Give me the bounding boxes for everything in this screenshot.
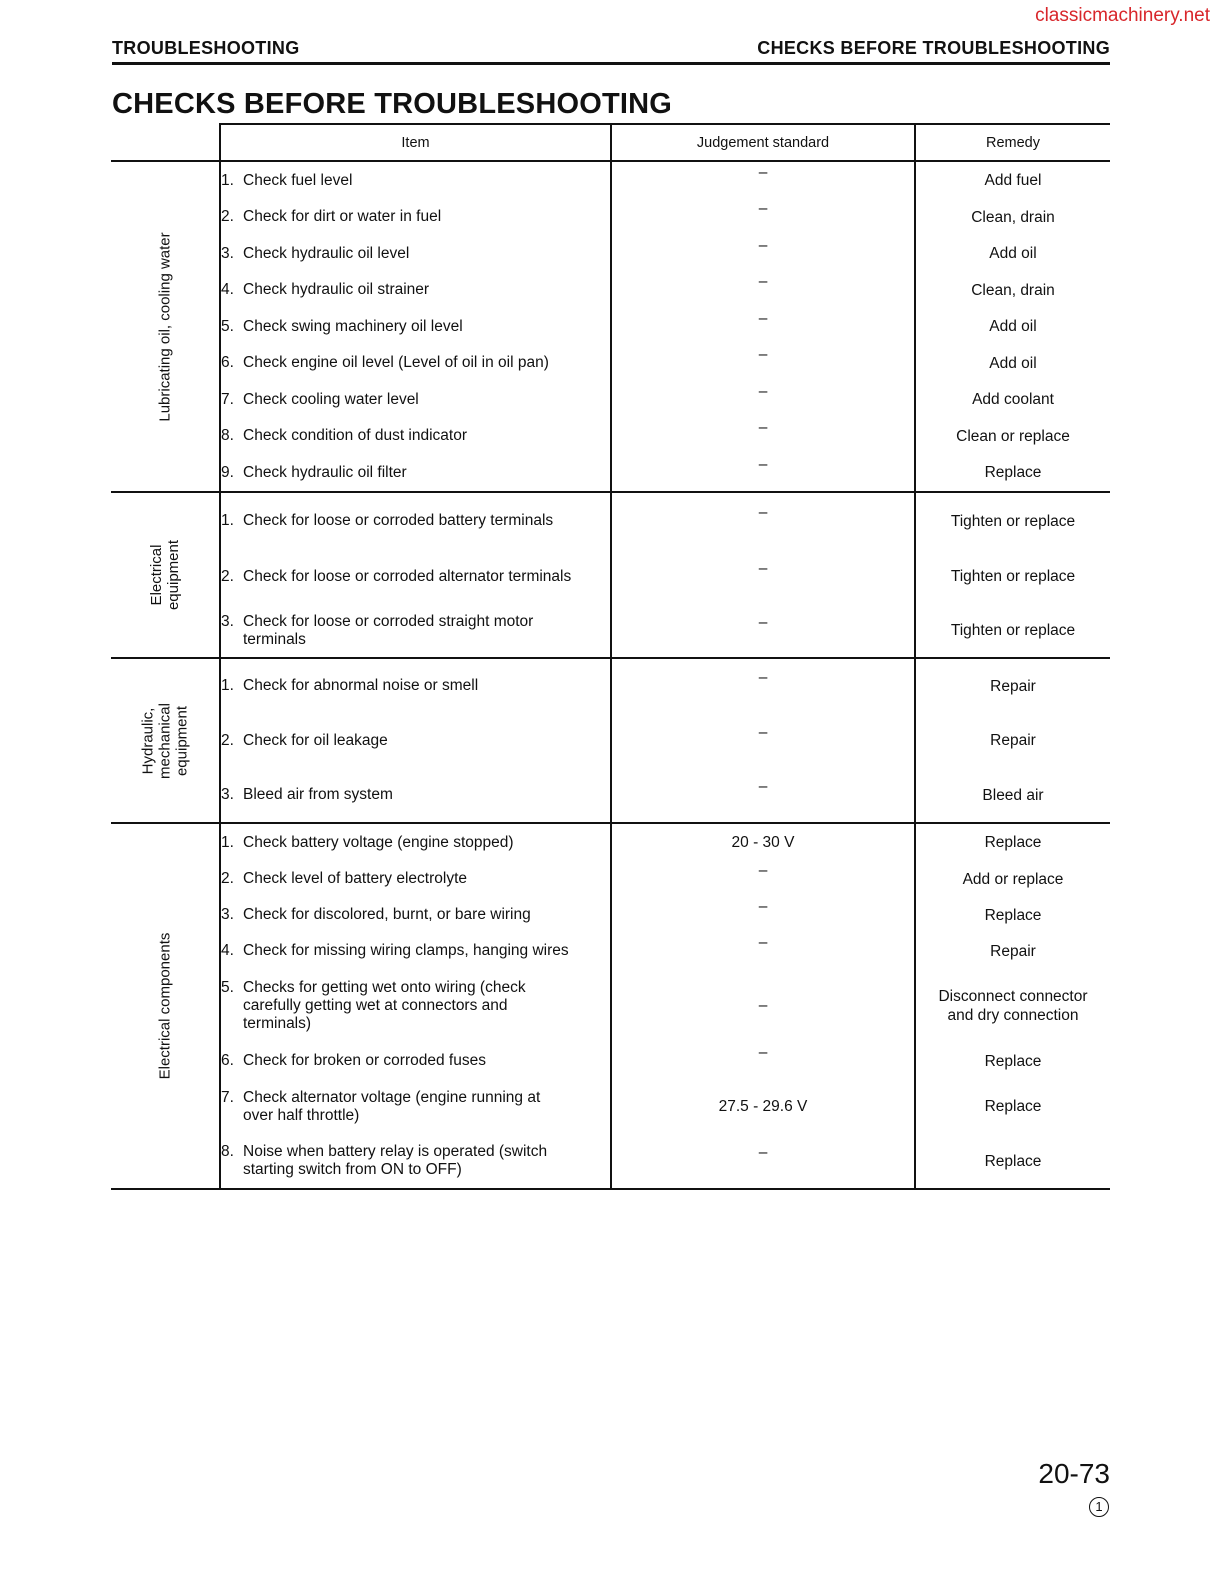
judgement-cell	[611, 604, 915, 658]
item-cell	[220, 235, 611, 272]
judgement-cell	[611, 454, 915, 492]
remedy-cell: Replace	[984, 1098, 1042, 1115]
judgement-value: –	[758, 669, 768, 686]
item-text: Check for abnormal noise or smell	[243, 677, 479, 694]
item-text: Check hydraulic oil filter	[243, 463, 407, 481]
item-number: 7.	[221, 1088, 234, 1106]
category-label: Electrical components	[156, 932, 174, 1080]
item-text: Check hydraulic oil strainer	[243, 281, 430, 298]
judgement-value: –	[758, 559, 768, 577]
table-row	[111, 969, 1110, 1043]
checks-table	[111, 123, 1110, 1190]
category-label-line: Electrical	[148, 544, 165, 606]
judgement-value: –	[758, 455, 768, 473]
item-cell	[220, 161, 611, 199]
category-label	[148, 540, 182, 610]
table-row	[111, 823, 1110, 861]
category-cell	[111, 161, 220, 492]
watermark: classicmachinery.net	[1035, 5, 1210, 26]
table-row	[111, 604, 1110, 658]
item-text: Check swing machinery oil level	[243, 317, 463, 335]
table-row	[111, 492, 1110, 549]
item-cell	[220, 492, 611, 549]
judgement-value: –	[758, 346, 768, 363]
judgement-cell	[611, 492, 915, 549]
remedy-cell: Replace	[984, 834, 1042, 851]
item-text: Check hydraulic oil level	[243, 244, 410, 262]
judgement-cell	[611, 272, 915, 308]
item-number: 1.	[221, 833, 234, 851]
table-row	[111, 933, 1110, 969]
remedy-cell: Bleed air	[915, 768, 1110, 823]
item-text: Check alternator voltage (engine running at over half throttle)	[243, 1088, 541, 1124]
category-cell	[111, 658, 220, 823]
item-cell	[220, 1079, 611, 1134]
item-number: 8.	[221, 1143, 234, 1160]
table-row	[111, 549, 1110, 604]
remedy-cell: Clean, drain	[971, 281, 1055, 299]
header-topic: CHECKS BEFORE TROUBLESHOOTING	[757, 38, 1110, 58]
remedy-cell: Replace	[915, 1134, 1110, 1189]
item-cell	[220, 1043, 611, 1079]
judgement-value: 20 - 30 V	[731, 833, 795, 851]
page-number: 20-73	[1038, 1458, 1110, 1489]
item-cell	[220, 897, 611, 933]
header-section: TROUBLESHOOTING	[112, 38, 300, 58]
judgement-value: –	[758, 419, 768, 436]
item-header: Item	[220, 124, 611, 161]
item-cell	[220, 713, 611, 768]
judgement-value: –	[758, 997, 768, 1014]
item-number: 7.	[221, 390, 234, 408]
item-number: 2.	[221, 731, 234, 749]
table-row	[111, 454, 1110, 492]
item-cell	[220, 823, 611, 861]
item-text: Check for oil leakage	[243, 731, 388, 749]
category-label	[140, 703, 191, 779]
table-row	[111, 235, 1110, 272]
remedy-cell: Tighten or replace	[950, 512, 1076, 530]
item-number: 5.	[221, 979, 234, 996]
item-text: Checks for getting wet onto wiring (check carefully getting wet at connectors and terminals)	[243, 979, 526, 1032]
judgement-cell	[611, 381, 915, 418]
table-row	[111, 658, 1110, 713]
remedy-header: Remedy	[915, 124, 1110, 161]
item-number: 3.	[221, 612, 234, 630]
item-cell	[220, 604, 611, 658]
judgement-value: –	[758, 862, 768, 879]
table-row	[111, 345, 1110, 381]
judgement-cell	[611, 345, 915, 381]
judgement-cell	[611, 549, 915, 604]
item-number: 3.	[221, 244, 234, 262]
item-cell	[220, 933, 611, 969]
remedy-cell: Repair	[990, 732, 1036, 749]
judgement-value: –	[758, 382, 768, 400]
remedy-cell: Add oil	[989, 318, 1037, 335]
table-row	[111, 272, 1110, 308]
table-row	[111, 713, 1110, 768]
item-text: Check battery voltage (engine stopped)	[243, 833, 514, 851]
item-cell	[220, 418, 611, 454]
item-cell	[220, 454, 611, 492]
judgement-cell	[611, 897, 915, 933]
item-number: 3.	[221, 786, 234, 803]
judgement-cell	[611, 1079, 915, 1134]
table-row	[111, 897, 1110, 933]
table-row	[111, 1134, 1110, 1189]
remedy-cell: Repair	[990, 942, 1036, 960]
category-cell	[111, 492, 220, 658]
item-text: Noise when battery relay is operated (switch starting switch from ON to OFF)	[243, 1143, 548, 1178]
item-number: 2.	[221, 870, 234, 887]
table-row	[111, 861, 1110, 897]
judgement-cell	[611, 658, 915, 713]
item-cell	[220, 549, 611, 604]
judgement-value: –	[758, 163, 768, 181]
item-number: 2.	[221, 208, 234, 225]
category-label-line: Hydraulic,	[139, 707, 157, 774]
item-cell	[220, 272, 611, 308]
table-row	[111, 308, 1110, 345]
item-number: 6.	[221, 1052, 234, 1069]
item-text: Check cooling water level	[243, 390, 419, 408]
category-header	[111, 124, 220, 161]
item-number: 8.	[221, 427, 234, 444]
item-text: Check for missing wiring clamps, hanging wires	[243, 942, 569, 959]
judgement-value: –	[758, 613, 768, 631]
remedy-cell	[915, 969, 1110, 1043]
item-cell	[220, 381, 611, 418]
judgement-header: Judgement standard	[611, 124, 915, 161]
judgement-cell	[611, 713, 915, 768]
item-cell	[220, 345, 611, 381]
item-number: 9.	[221, 463, 234, 481]
item-cell	[220, 1134, 611, 1189]
running-header	[112, 38, 1110, 65]
judgement-value: –	[758, 934, 768, 951]
item-cell	[220, 969, 611, 1043]
category-label: Lubricating oil, cooling water	[156, 231, 174, 422]
item-cell	[220, 308, 611, 345]
item-text: Bleed air from system	[243, 786, 393, 803]
remedy-cell: Replace	[915, 454, 1110, 492]
table-header-row	[111, 124, 1110, 161]
item-text: Check engine oil level (Level of oil in oil pan)	[243, 354, 549, 371]
remedy-cell: Add coolant	[972, 391, 1054, 408]
remedy-text: Disconnect connector and dry connection	[938, 988, 1088, 1024]
judgement-cell	[611, 768, 915, 823]
remedy-cell: Add oil	[989, 245, 1037, 262]
table-row	[111, 1079, 1110, 1134]
item-cell	[220, 861, 611, 897]
item-text: Check for loose or corroded alternator terminals	[243, 567, 572, 585]
category-label-line: mechanical	[156, 702, 174, 779]
item-cell	[220, 768, 611, 823]
item-number: 4.	[221, 942, 234, 959]
judgement-cell	[611, 823, 915, 861]
table-row	[111, 768, 1110, 823]
item-number: 5.	[221, 317, 234, 335]
item-number: 2.	[221, 567, 234, 585]
table-row	[111, 161, 1110, 199]
judgement-value: –	[758, 898, 768, 915]
item-text: Check for broken or corroded fuses	[243, 1052, 486, 1069]
item-cell	[220, 199, 611, 235]
judgement-cell	[611, 861, 915, 897]
judgement-value: –	[758, 1144, 768, 1161]
revision-mark: 1	[1089, 1497, 1109, 1517]
table-row	[111, 381, 1110, 418]
item-text: Check for dirt or water in fuel	[243, 208, 442, 225]
item-number: 1.	[221, 171, 234, 189]
remedy-cell: Tighten or replace	[915, 604, 1110, 658]
judgement-cell	[611, 1043, 915, 1079]
item-text: Check level of battery electrolyte	[243, 870, 467, 887]
page-title: CHECKS BEFORE TROUBLESHOOTING	[112, 88, 673, 120]
judgement-value: –	[758, 273, 768, 290]
judgement-cell	[611, 235, 915, 272]
judgement-value: –	[758, 309, 768, 327]
judgement-value: –	[758, 723, 768, 741]
item-number: 1.	[221, 677, 234, 694]
item-number: 1.	[221, 512, 234, 529]
remedy-cell: Tighten or replace	[950, 568, 1076, 585]
judgement-value: –	[758, 1044, 768, 1061]
remedy-cell: Add oil	[989, 354, 1037, 372]
remedy-cell: Clean, drain	[971, 208, 1055, 226]
judgement-value: –	[758, 504, 768, 521]
item-text: Check for discolored, burnt, or bare wiring	[243, 906, 531, 923]
judgement-value: –	[758, 236, 768, 254]
table-row	[111, 418, 1110, 454]
judgement-cell	[611, 969, 915, 1043]
judgement-cell	[611, 933, 915, 969]
item-number: 4.	[221, 281, 234, 298]
table-row	[111, 1043, 1110, 1079]
item-number: 3.	[221, 906, 234, 923]
item-text: Check for loose or corroded battery terminals	[243, 512, 554, 529]
remedy-cell: Add fuel	[984, 172, 1042, 189]
item-number: 6.	[221, 354, 234, 371]
judgement-value: –	[758, 200, 768, 217]
judgement-value: –	[758, 778, 768, 795]
remedy-cell: Add or replace	[962, 870, 1064, 888]
category-label-line: equipment	[165, 539, 182, 611]
judgement-cell	[611, 199, 915, 235]
category-label-line: equipment	[173, 705, 191, 776]
item-text: Check for loose or corroded straight motor terminals	[243, 612, 534, 648]
judgement-cell	[611, 418, 915, 454]
remedy-cell: Replace	[984, 906, 1042, 924]
judgement-cell	[611, 308, 915, 345]
remedy-cell: Clean or replace	[956, 427, 1070, 445]
table-row	[111, 199, 1110, 235]
judgement-value: 27.5 - 29.6 V	[718, 1097, 808, 1115]
category-cell	[111, 823, 220, 1189]
remedy-cell: Replace	[984, 1052, 1042, 1070]
judgement-cell	[611, 1134, 915, 1189]
item-text: Check condition of dust indicator	[243, 427, 468, 444]
remedy-cell: Repair	[990, 677, 1036, 695]
item-text: Check fuel level	[243, 171, 353, 189]
judgement-cell	[611, 161, 915, 199]
item-cell	[220, 658, 611, 713]
